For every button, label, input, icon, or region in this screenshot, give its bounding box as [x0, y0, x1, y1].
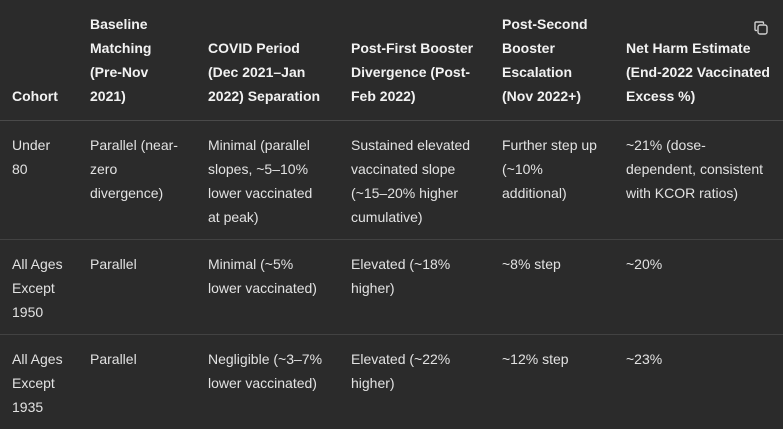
table-cell: Elevated (~22% higher) — [339, 335, 490, 429]
table-cell: Minimal (~5% lower vaccinated) — [196, 240, 339, 335]
copy-icon — [753, 20, 769, 36]
column-header-post-second-booster: Post-Second Booster Escalation (Nov 2022+) — [490, 0, 614, 121]
table-cell: ~23% — [614, 335, 783, 429]
table-row — [0, 335, 783, 429]
table-cell: ~12% step — [490, 335, 614, 429]
column-header-post-first-booster: Post-First Booster Divergence (Post-Feb 2022) — [339, 0, 490, 121]
table-cell-cohort: Under 80 — [0, 121, 78, 240]
table-cell: Sustained elevated vaccinated slope (~15–20% higher cumulative) — [339, 121, 490, 240]
table-cell: Further step up (~10% additional) — [490, 121, 614, 240]
table-cell: ~20% — [614, 240, 783, 335]
table-cell: Negligible (~3–7% lower vaccinated) — [196, 335, 339, 429]
table-cell: Parallel (near-zero divergence) — [78, 121, 196, 240]
table-cell: ~8% step — [490, 240, 614, 335]
table-cell-cohort: All Ages Except 1950 — [0, 240, 78, 335]
table-cell: Minimal (parallel slopes, ~5–10% lower vaccinated at peak) — [196, 121, 339, 240]
table-cell: Elevated (~18% higher) — [339, 240, 490, 335]
table-cell: Parallel — [78, 240, 196, 335]
copy-table-button[interactable] — [753, 20, 769, 36]
column-header-cohort: Cohort — [0, 0, 78, 121]
column-header-net-harm-estimate: Net Harm Estimate (End-2022 Vaccinated Excess %) — [614, 0, 783, 121]
table-cell: ~21% (dose-dependent, consistent with KCOR ratios) — [614, 121, 783, 240]
column-header-baseline-matching: Baseline Matching (Pre-Nov 2021) — [78, 0, 196, 121]
table-cell: Parallel — [78, 335, 196, 429]
column-header-covid-period: COVID Period (Dec 2021–Jan 2022) Separation — [196, 0, 339, 121]
table-header-row — [0, 0, 783, 121]
table-row — [0, 121, 783, 240]
table-row — [0, 240, 783, 335]
table-cell-cohort: All Ages Except 1935 — [0, 335, 78, 429]
